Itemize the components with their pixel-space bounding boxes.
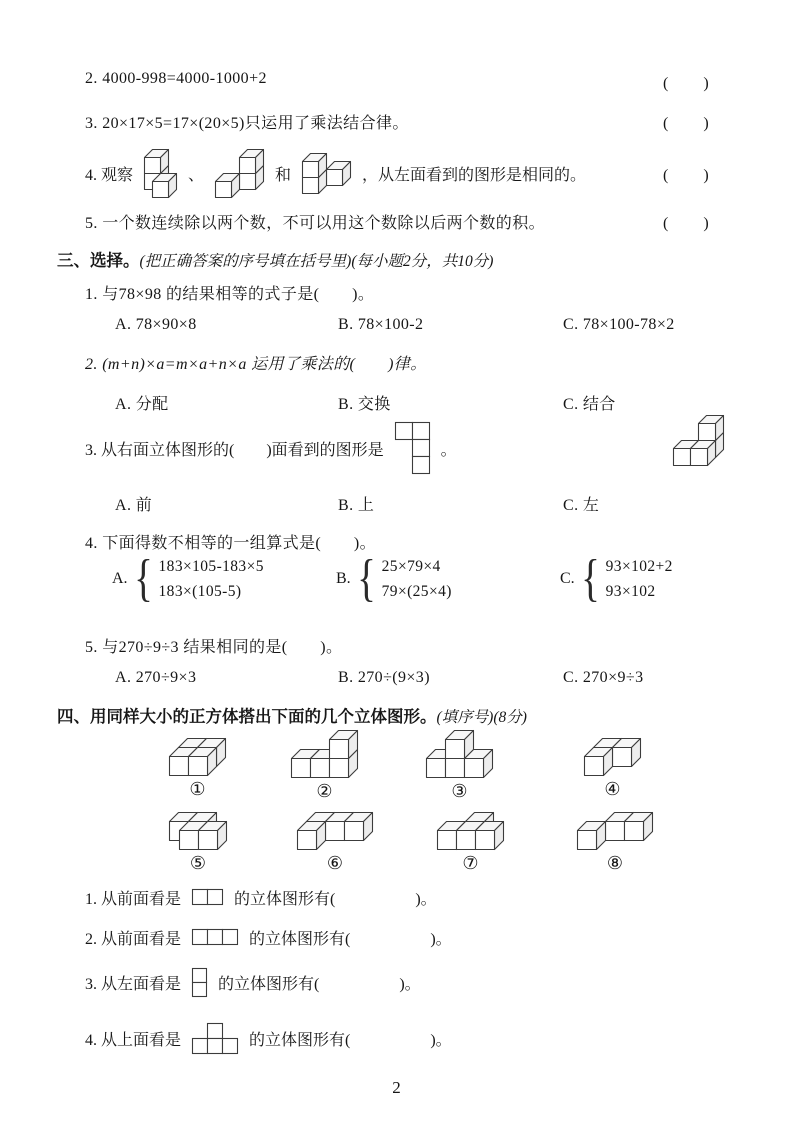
- page-number: 2: [392, 1078, 401, 1097]
- choice-question-2: 2. (m+n)×a=m×a+n×a 运用了乘法的( )律。: [85, 356, 427, 373]
- solid-figure-5: [168, 811, 228, 872]
- view-shape-left-column: [191, 967, 208, 998]
- figure-label-1: ①: [189, 779, 206, 799]
- build-q2-text-pre: 2. 从前面看是: [85, 930, 182, 948]
- judge-q4-text-mid: 和: [275, 166, 292, 184]
- cube-figure-2: [290, 729, 359, 779]
- build-q2-text-post: 的立体图形有( )。: [249, 930, 452, 948]
- brace-glyph: {: [580, 550, 600, 607]
- judge-q4-text-pre: 4. 观察: [85, 166, 134, 184]
- view-shape-front-3: [191, 928, 239, 946]
- cube-figure-1: [168, 737, 227, 777]
- choice-q4-pair-b: [336, 550, 452, 607]
- cube-figure-6: [296, 811, 374, 851]
- solid-figure-2: [290, 729, 359, 800]
- choice-question-4: 4. 下面得数不相等的一组算式是( )。: [85, 535, 377, 552]
- build-question-3: [85, 958, 421, 1006]
- build-q3-text-pre: 3. 从左面看是: [85, 975, 182, 993]
- cube-figure-a: [143, 148, 178, 199]
- solid-figure-1: [168, 737, 227, 798]
- view-shape-top-t: [191, 1022, 239, 1055]
- view-shape-front-2: [191, 888, 224, 906]
- choice-q3-period: 。: [440, 441, 457, 459]
- build-q3-text-post: 的立体图形有( )。: [218, 975, 421, 993]
- choice-title-note: (把正确答案的序号填在括号里)(每小题2分，共10分): [139, 253, 494, 270]
- choice-q3-option-c: C. 左: [563, 497, 600, 514]
- choice-q1-option-a: A. 78×90×8: [115, 316, 197, 333]
- pair-b-expression-top: 25×79×4: [381, 557, 441, 575]
- cube-figure-b: [214, 148, 265, 199]
- cube-figure-3: [425, 729, 494, 779]
- choice-q5-option-a: A. 270÷9×3: [115, 669, 197, 686]
- figure-label-7: ⑦: [462, 853, 479, 873]
- answer-bracket-q3: ( ): [663, 115, 710, 132]
- judge-question-5: 5. 一个数连续除以两个数，不可以用这个数除以后两个数的积。: [85, 215, 546, 232]
- pair-b-label: B.: [336, 570, 351, 588]
- judge-question-3: 3. 20×17×5=17×(20×5)只运用了乘法结合律。: [85, 115, 409, 132]
- build-question-2: [85, 922, 452, 952]
- answer-bracket-q5: ( ): [663, 215, 710, 232]
- cube-figure-4: [583, 737, 642, 777]
- figure-label-6: ⑥: [326, 853, 344, 873]
- brace-glyph: {: [356, 550, 376, 607]
- figure-label-3: ③: [451, 781, 468, 801]
- choice-question-3: [85, 416, 457, 480]
- choice-q3-option-b: B. 上: [338, 497, 375, 514]
- choice-q4-pair-c: [560, 550, 673, 607]
- build-section-title: [57, 703, 527, 727]
- solid-figure-4: [583, 737, 642, 798]
- solid-figure-q3: [672, 414, 725, 467]
- solid-figure-6: [296, 811, 374, 872]
- choice-q5-option-b: B. 270÷(9×3): [338, 669, 430, 686]
- choice-question-5: 5. 与270÷9÷3 结果相同的是( )。: [85, 639, 343, 656]
- pair-c-expression-top: 93×102+2: [605, 557, 673, 575]
- choice-q4-pair-a: [112, 550, 264, 607]
- cube-figure-5: [168, 811, 228, 851]
- pair-a-expression-top: 183×105-183×5: [158, 557, 264, 575]
- choice-q1-option-b: B. 78×100-2: [338, 316, 424, 333]
- build-q4-text-pre: 4. 从上面看是: [85, 1031, 182, 1049]
- figure-label-8: ⑧: [606, 853, 624, 873]
- answer-bracket-q4: ( ): [663, 167, 710, 184]
- pair-b-expression-bottom: 79×(25×4): [381, 582, 452, 600]
- choice-question-1: 1. 与78×98 的结果相等的式子是( )。: [85, 286, 375, 303]
- solid-figure-7: [436, 811, 505, 872]
- cube-figure-8: [576, 811, 654, 851]
- answer-bracket-q2: ( ): [663, 75, 710, 92]
- choice-section-title: [57, 247, 493, 271]
- build-question-1: [85, 882, 437, 912]
- figure-label-4: ④: [604, 779, 621, 799]
- pair-c-expression-bottom: 93×102: [605, 582, 656, 600]
- judge-question-2: 2. 4000-998=4000-1000+2: [85, 70, 267, 87]
- solid-figure-8: [576, 811, 654, 872]
- choice-q1-option-c: C. 78×100-78×2: [563, 316, 675, 333]
- cube-figure-c: [301, 152, 352, 195]
- choice-q3-text: 3. 从右面立体图形的( )面看到的图形是: [85, 441, 384, 459]
- brace-glyph: {: [133, 550, 153, 607]
- choice-q2-option-b: B. 交换: [338, 396, 391, 413]
- judge-question-4: [85, 140, 586, 206]
- choice-q2-option-a: A. 分配: [115, 396, 169, 413]
- build-title-main: 四、用同样大小的正方体搭出下面的几个立体图形。: [57, 707, 437, 726]
- figure-label-2: ②: [316, 781, 333, 801]
- choice-title-main: 三、选择。: [57, 251, 140, 270]
- build-title-note: (填序号)(8分): [436, 709, 527, 726]
- view-shape-q3: [394, 421, 431, 475]
- figure-label-5: ⑤: [189, 853, 207, 873]
- build-question-4: [85, 1012, 452, 1064]
- build-q1-text-post: 的立体图形有( )。: [234, 890, 437, 908]
- build-q4-text-post: 的立体图形有( )。: [249, 1031, 452, 1049]
- choice-q5-option-c: C. 270×9÷3: [563, 669, 644, 686]
- solid-figure-3: [425, 729, 494, 800]
- judge-q4-text-post: ，从左面看到的图形是相同的。: [362, 166, 587, 184]
- pair-a-expression-bottom: 183×(105-5): [158, 582, 242, 600]
- pair-c-label: C.: [560, 570, 575, 588]
- choice-q3-option-a: A. 前: [115, 497, 153, 514]
- choice-q2-option-c: C. 结合: [563, 396, 616, 413]
- pair-a-label: A.: [112, 570, 128, 588]
- cube-figure-7: [436, 811, 505, 851]
- build-q1-text-pre: 1. 从前面看是: [85, 890, 182, 908]
- judge-q4-separator-1: 、: [188, 166, 205, 184]
